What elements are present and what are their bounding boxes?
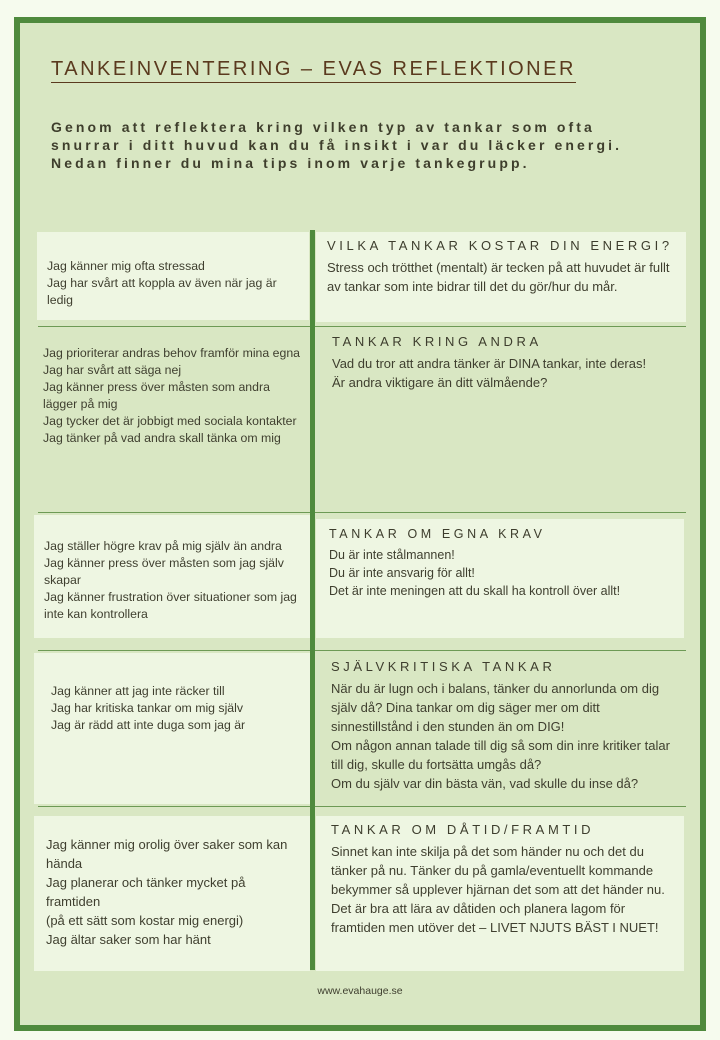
thought-line: Jag ställer högre krav på mig själv än andra bbox=[44, 539, 282, 553]
thought-line: Jag känner att jag inte räcker till bbox=[51, 684, 225, 698]
section-heading: TANKAR OM EGNA KRAV bbox=[329, 527, 546, 541]
row-5-thoughts bbox=[46, 835, 302, 949]
reflection-line: Sinnet kan inte skilja på det som händer nu och det du tänker på nu. Tänker du på gamla/eventuellt kommande bekymmer så upplever hjärnan det som att det händer nu. Det är bra att lära av dåtiden och planera lagom för framtiden men utöver det – LIVET NJUTS BÄST I NUET! bbox=[331, 844, 665, 935]
row-1-reflection bbox=[327, 236, 683, 296]
row-4-reflection bbox=[331, 657, 681, 793]
thought-line: Jag har svårt att säga nej bbox=[43, 363, 182, 377]
reflection-line: Är andra viktigare än ditt välmående? bbox=[332, 375, 548, 390]
row-2-thoughts bbox=[43, 345, 301, 447]
thought-line: Jag känner press över måsten som andra lägger på mig bbox=[43, 380, 270, 411]
thought-line: Jag är rädd att inte duga som jag är bbox=[51, 718, 246, 732]
section-heading: TANKAR OM DÅTID/FRAMTID bbox=[331, 822, 595, 837]
thought-line: Jag känner mig ofta stressad bbox=[47, 259, 205, 273]
row-3-thoughts bbox=[44, 538, 306, 623]
reflection-line: Stress och trötthet (mentalt) är tecken på att huvudet är fullt av tankar som inte bidrar till det du gör/hur du mår. bbox=[327, 260, 670, 294]
row-divider bbox=[38, 806, 686, 807]
thought-line: Jag känner frustration över situationer som jag inte kan kontrollera bbox=[44, 590, 297, 621]
thought-line: Jag har svårt att koppla av även när jag är ledig bbox=[47, 276, 277, 307]
row-4-thoughts bbox=[51, 683, 301, 734]
thought-line: Jag prioriterar andras behov framför mina egna bbox=[43, 346, 300, 360]
reflection-line: När du är lugn och i balans, tänker du annorlunda om dig själv då? Dina tankar om dig säger mer om ditt sinnestillstånd i den stunden än om DIG! bbox=[331, 681, 660, 734]
thought-line: Jag tänker på vad andra skall tänka om mig bbox=[43, 431, 281, 445]
column-divider bbox=[310, 230, 315, 970]
reflection-line: Om du själv var din bästa vän, vad skulle du inse då? bbox=[331, 776, 639, 791]
thought-line: Jag har kritiska tankar om mig själv bbox=[51, 701, 244, 715]
thought-line: Jag tycker det är jobbigt med sociala kontakter bbox=[43, 414, 297, 428]
footer-url: www.evahauge.se bbox=[317, 985, 403, 997]
row-1-thoughts bbox=[47, 258, 303, 309]
reflection-line: Du är inte stålmannen! bbox=[329, 548, 455, 562]
intro-text bbox=[51, 118, 691, 172]
thought-line: Jag planerar och tänker mycket på framtiden bbox=[46, 875, 246, 909]
page-title: TANKEINVENTERING – EVAS REFLEKTIONER bbox=[51, 58, 576, 83]
section-heading: SJÄLVKRITISKA TANKAR bbox=[331, 659, 556, 674]
row-divider bbox=[38, 326, 686, 327]
thought-line: Jag känner press över måsten som jag själv skapar bbox=[44, 556, 284, 587]
reflection-line: Om någon annan talade till dig så som din inre kritiker talar till dig, skulle du fortsätta umgås då? bbox=[331, 738, 670, 772]
reflection-line: Vad du tror att andra tänker är DINA tankar, inte deras! bbox=[332, 356, 647, 371]
row-5-reflection bbox=[331, 820, 681, 937]
reflection-line: Du är inte ansvarig för allt! bbox=[329, 566, 475, 580]
section-heading: TANKAR KRING ANDRA bbox=[332, 334, 542, 349]
row-2-reflection bbox=[332, 332, 684, 392]
thought-line: Jag känner mig orolig över saker som kan hända bbox=[46, 837, 288, 871]
thought-line: Jag ältar saker som har hänt bbox=[46, 932, 211, 947]
row-divider bbox=[38, 650, 686, 651]
intro-line: Genom att reflektera kring vilken typ av tankar som ofta bbox=[51, 119, 595, 135]
reflection-line: Det är inte meningen att du skall ha kontroll över allt! bbox=[329, 584, 621, 598]
thought-line: (på ett sätt som kostar mig energi) bbox=[46, 913, 244, 928]
intro-line: snurrar i ditt huvud kan du få insikt i var du läcker energi. bbox=[51, 137, 623, 153]
row-divider bbox=[38, 512, 686, 513]
intro-line: Nedan finner du mina tips inom varje tankegrupp. bbox=[51, 155, 530, 171]
section-heading: VILKA TANKAR KOSTAR DIN ENERGI? bbox=[327, 238, 673, 253]
row-3-reflection bbox=[329, 525, 681, 600]
